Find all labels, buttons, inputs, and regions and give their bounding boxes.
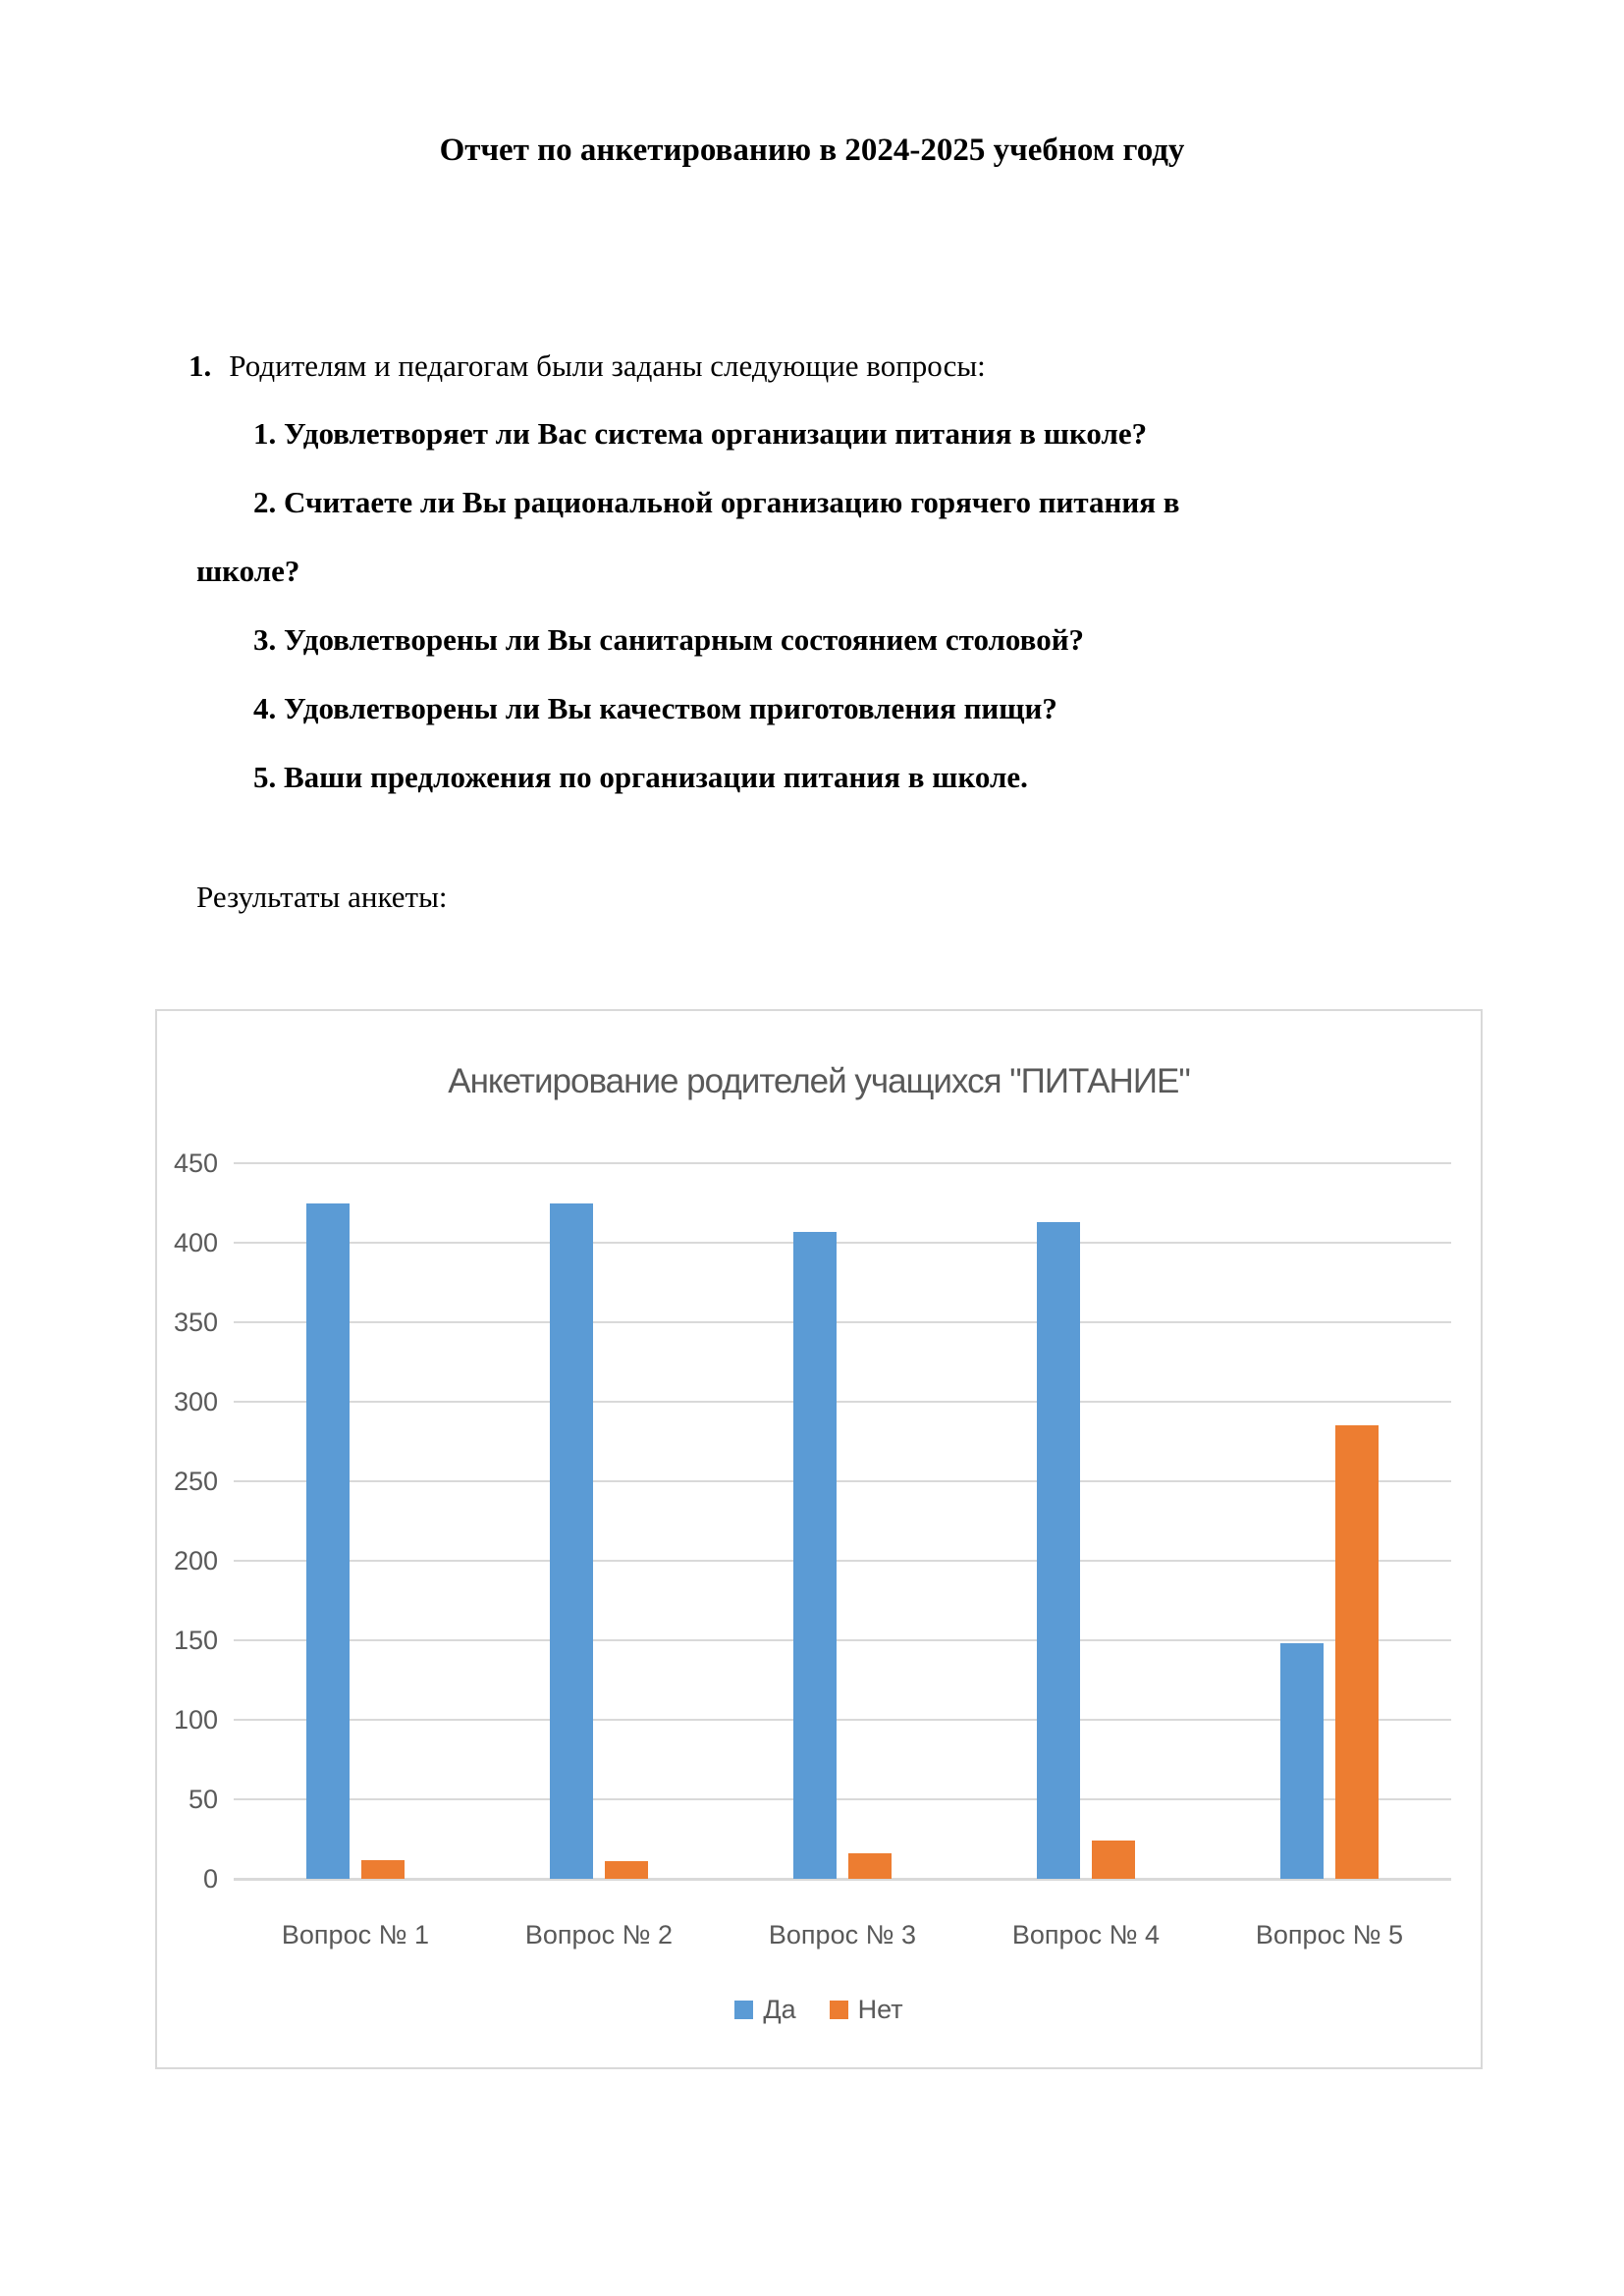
y-tick-0: 0 <box>202 1864 218 1894</box>
y-tick-450: 450 <box>173 1148 218 1178</box>
list-item-1-number: 1. <box>189 348 212 383</box>
bar-да-category-1 <box>306 1203 350 1880</box>
x-label-4: Вопрос № 4 <box>1011 1920 1161 1949</box>
bar-нет-category-2 <box>605 1861 648 1879</box>
question-2-line-2: школе? <box>196 554 300 588</box>
legend-swatch-да <box>734 2001 753 2019</box>
bar-нет-category-1 <box>361 1860 405 1879</box>
x-label-2: Вопрос № 2 <box>524 1920 674 1949</box>
bar-нет-category-4 <box>1092 1841 1135 1879</box>
gridline-150 <box>234 1639 1451 1641</box>
bar-да-category-2 <box>550 1203 593 1880</box>
legend-swatch-нет <box>830 2001 848 2019</box>
question-3: 3. Удовлетворены ли Вы санитарным состоянием столовой? <box>253 622 1085 657</box>
gridline-50 <box>234 1798 1451 1800</box>
bar-нет-category-5 <box>1335 1425 1379 1879</box>
question-5: 5. Ваши предложения по организации питания в школе. <box>253 760 1028 794</box>
list-item-1 <box>189 348 1445 384</box>
chart-legend <box>157 1995 1481 2025</box>
y-tick-50: 50 <box>188 1785 218 1814</box>
gridline-350 <box>234 1321 1451 1323</box>
y-tick-200: 200 <box>173 1546 218 1575</box>
gridline-250 <box>234 1480 1451 1482</box>
question-1: 1. Удовлетворяет ли Вас система организации питания в школе? <box>253 416 1148 451</box>
bar-да-category-4 <box>1037 1222 1080 1879</box>
bar-да-category-5 <box>1280 1643 1324 1879</box>
results-label: Результаты анкеты: <box>196 880 448 914</box>
chart-title: Анкетирование родителей учащихся "ПИТАНИЕ" <box>448 1062 1190 1100</box>
gridline-300 <box>234 1401 1451 1403</box>
legend-label-да: Да <box>763 1995 796 2024</box>
y-tick-100: 100 <box>173 1705 218 1735</box>
y-tick-350: 350 <box>173 1308 218 1337</box>
y-tick-250: 250 <box>173 1467 218 1496</box>
y-tick-150: 150 <box>173 1626 218 1655</box>
gridline-0 <box>234 1878 1451 1881</box>
document-title: Отчет по анкетированию в 2024-2025 учебном году <box>439 133 1185 168</box>
y-tick-400: 400 <box>173 1228 218 1257</box>
legend-item-да <box>734 1995 795 2025</box>
question-4: 4. Удовлетворены ли Вы качеством приготовления пищи? <box>253 691 1057 725</box>
x-label-5: Вопрос № 5 <box>1255 1920 1404 1949</box>
legend-label-нет: Нет <box>857 1995 903 2024</box>
legend-item-нет <box>830 1995 903 2025</box>
gridline-200 <box>234 1560 1451 1562</box>
x-label-3: Вопрос № 3 <box>768 1920 917 1949</box>
gridline-400 <box>234 1242 1451 1244</box>
bar-да-category-3 <box>793 1232 837 1879</box>
survey-bar-chart <box>155 1009 1483 2069</box>
gridline-100 <box>234 1719 1451 1721</box>
x-label-1: Вопрос № 1 <box>281 1920 430 1949</box>
list-item-1-text: Родителям и педагогам были заданы следующие вопросы: <box>229 348 986 383</box>
bar-нет-category-3 <box>848 1853 892 1879</box>
chart-plot-area <box>234 1163 1451 1879</box>
y-tick-300: 300 <box>173 1387 218 1416</box>
question-2-line-1: 2. Считаете ли Вы рациональной организацию горячего питания в <box>253 485 1180 519</box>
gridline-450 <box>234 1162 1451 1164</box>
